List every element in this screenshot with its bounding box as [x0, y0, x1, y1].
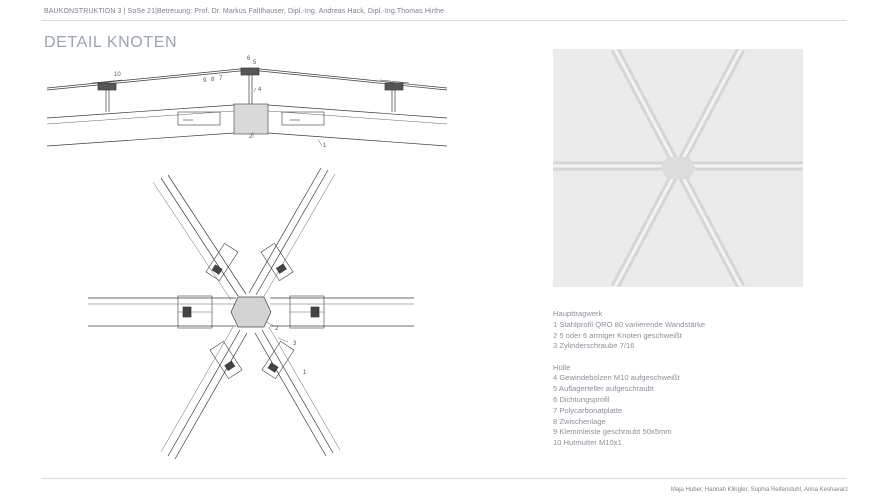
section-label-6: 6 — [247, 56, 251, 62]
legend-item: 1 Stahlprofil QRO 80 variierende Wandstärke — [553, 319, 706, 329]
section-label-5: 5 — [253, 60, 257, 66]
legend-item: 6 Dichtungsprofil — [553, 395, 610, 405]
legend-item: 2 5 oder 6 armiger Knoten geschweißt — [553, 330, 682, 340]
legend-item: 5 Auflagerteller aufgeschraubt — [553, 384, 654, 394]
legend-item: 3 Zylinderschraube 7/16 — [553, 341, 635, 351]
section-label-1: 1 — [323, 143, 327, 149]
plan-label-3: 3 — [293, 341, 297, 347]
section-label-7: 7 — [219, 76, 223, 82]
legend-item: 10 Hutmutter M10x1 — [553, 438, 622, 448]
legend-item: 4 Gewindebolzen M10 aufgeschweißt — [553, 373, 680, 383]
legend-item: 8 Zwischenlage — [553, 416, 606, 426]
legend-heading: Hülle — [553, 362, 571, 372]
section-label-4: 4 — [258, 87, 262, 93]
authors: Maja Huber, Hannah Klingler, Sophia Reifenstuhl, Arina Keshavarz — [670, 487, 848, 493]
plan-label-1: 1 — [303, 370, 307, 376]
node-photo-image — [553, 49, 803, 287]
header-text: BAUKONSTRUKTION 3 | SoSe 21|Betreuung: Prof. Dr. Markus Faltlhauser, Dipl.-Ing. Andreas Hack, Dipl.-Ing.Thomas Hirthe — [44, 8, 445, 15]
node-photo — [553, 49, 803, 287]
page-title: DETAIL KNOTEN — [44, 34, 178, 51]
plan-drawing — [88, 168, 414, 459]
section-drawing — [47, 68, 447, 146]
section-label-8: 8 — [211, 77, 215, 83]
plan-label-2: 2 — [275, 326, 279, 332]
plan-labels — [275, 326, 307, 376]
section-label-9: 9 — [203, 78, 207, 84]
footer-divider — [41, 478, 847, 479]
legend-envelope — [553, 363, 705, 449]
legend-primary-structure — [553, 309, 705, 352]
legend-heading: Haupttragwerk — [553, 309, 603, 318]
legend — [553, 309, 705, 460]
section-label-2: 2 — [249, 134, 253, 140]
section-label-10: 10 — [114, 72, 121, 78]
legend-item: 9 Klemmleiste geschraubt 50x5mm — [553, 427, 672, 437]
legend-item: 7 Polycarbonatplatte — [553, 405, 623, 415]
